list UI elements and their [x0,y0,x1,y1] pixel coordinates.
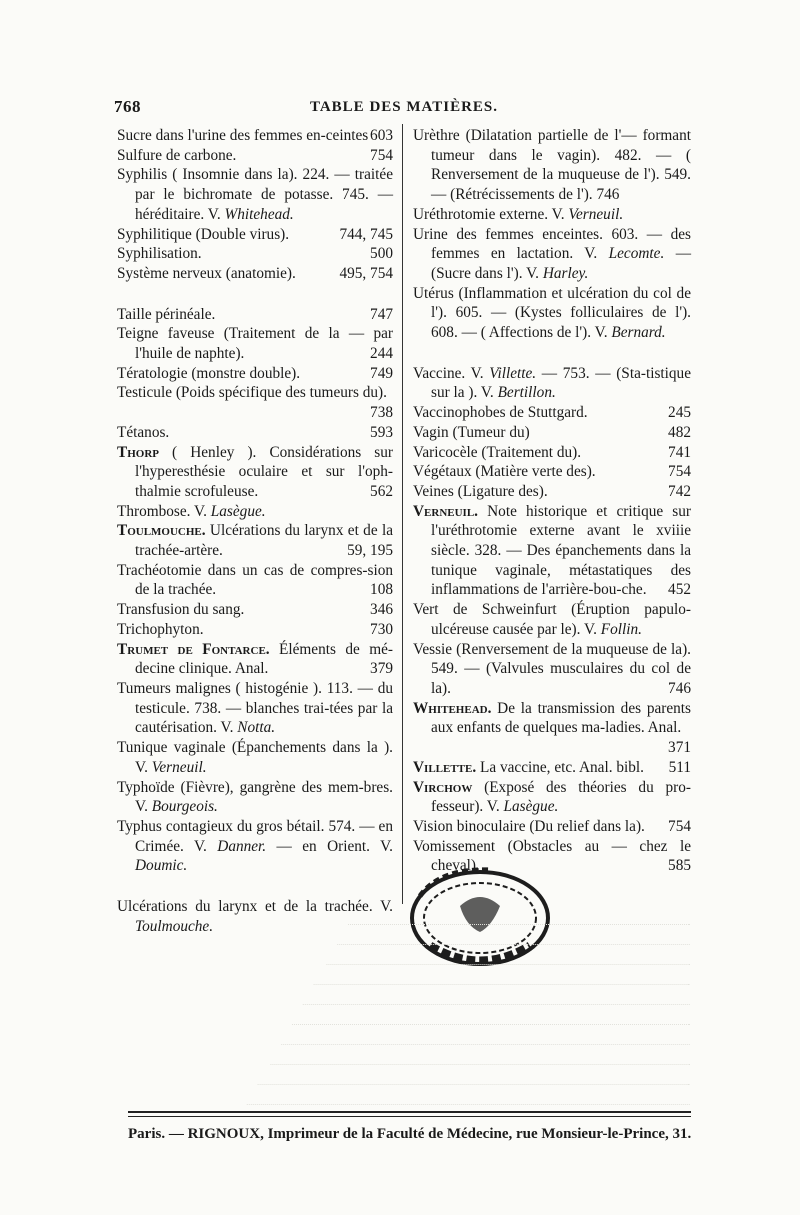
index-entry [413,423,691,443]
index-entry [413,482,691,502]
cross-reference: Lasègue. [503,798,559,816]
page-reference: 59, 195 [347,542,393,560]
entry-text: Typhoïde (Fièvre), gangrène des mem-bres. V. [117,778,393,816]
index-entry [117,146,393,166]
bleed-through-line [270,1045,690,1065]
entry-text: Éléments de mé-decine clinique. Anal. [135,640,393,678]
page-reference: 562 [370,482,393,500]
index-entry [413,817,691,837]
entry-text: Trichophyton. [117,620,204,638]
author-name: Thorp [117,443,159,461]
entry-text: Vagin (Tumeur du) [413,423,530,441]
index-entry [117,738,393,777]
cross-reference: Lecomte. [608,245,665,263]
page-reference: 741 [668,443,691,461]
index-entry [117,324,393,363]
section-gap [117,284,393,305]
index-entry [117,423,393,443]
entry-text: De la transmission des parents aux enfants de quelques ma-ladies. Anal. [431,699,691,737]
printer-imprint: Paris. — RIGNOUX, Imprimeur de la Faculté de Médecine, rue Monsieur-le-Prince, 31. [128,1126,692,1142]
cross-reference: Whitehead. [224,205,294,223]
index-entry [117,521,393,560]
entry-text: — 753. — (Sta-tistique sur la ). V. [431,364,691,402]
index-entry [117,778,393,817]
index-entry [117,620,393,640]
entry-text: Vert de Schweinfurt (Éruption papulo-ulcéreuse causée par le). V. [413,601,691,638]
entry-text: Vaccinophobes de Stuttgard. [413,404,588,422]
index-column-right [413,126,691,876]
footer-rule [128,1111,691,1113]
page-reference: 245 [668,404,691,422]
bleed-through-line [326,945,690,965]
index-entry [117,305,393,325]
entry-text: Utérus (Inflammation et ulcération du col de l'). 605. — (Kystes folliculaires de l'). 608. — ( Affections de l'). V. [413,284,691,342]
entry-text: — (Sucre dans l'). V. [431,245,691,282]
entry-text: Taille périnéale. [117,305,216,323]
index-entry [117,244,393,264]
column-divider [402,124,403,904]
author-name: Whitehead. [413,699,492,717]
cross-reference: Bertillon. [497,384,556,402]
index-entry [117,443,393,502]
entry-text: Sulfure de carbone. [117,146,237,164]
page-reference: 746 [668,679,691,697]
entry-text: Thrombose. V. [117,502,211,520]
bleed-through-line [314,965,690,985]
entry-text: Note historique et critique sur l'uréthrotomie externe avant le xviiie siècle. 328. — Des épanchements dans la tunique vaginale, métastatiques des inflammations de l'arrière-bou-che. [431,502,691,599]
index-entry [413,462,691,482]
entry-text: Varicocèle (Traitement du). [413,443,582,461]
entry-text: Tunique vaginale (Épanchements dans la ). V. [117,739,393,776]
bleed-through-line [348,905,690,925]
entry-text: Ulcérations du larynx et de la trachée. V. [117,898,393,916]
entry-text: Urine des femmes enceintes. 603. — des femmes en lactation. V. [413,225,691,263]
page-reference: 585 [668,857,691,875]
entry-text: Urèthre (Dilatation partielle de l'— formant tumeur dans le vagin). 482. — ( Renversement de la muqueuse de l'). 549. — (Rétrécissements de l'). 746 [413,127,691,204]
page-reference: 742 [668,482,691,500]
entry-text: Testicule (Poids spécifique des tumeurs du). [117,384,387,402]
entry-text: (Exposé des théories du pro-fesseur). V. [431,778,691,816]
page-reference: 371 [668,739,691,757]
cross-reference: Bourgeois. [151,798,218,816]
page-reference: 500 [370,245,393,263]
index-entry [117,817,393,876]
section-gap [117,876,393,897]
entry-text: Syphilis ( Insomnie dans la). 224. — traitée par le bichromate de potasse. 745. — héréditaire. V. [117,166,393,223]
index-entry [117,126,393,146]
page-header [114,97,694,121]
page-reference: 603 [370,127,393,144]
index-entry [413,443,691,463]
page-reference: 754 [668,463,691,481]
page-reference: 754 [668,817,691,835]
index-entry [117,640,393,679]
author-name: Villette. [413,758,477,776]
entry-text: La vaccine, etc. Anal. bibl. [476,758,644,776]
entry-text: Végétaux (Matière verte des). [413,463,596,481]
index-entry [413,205,691,225]
index-entry [117,383,393,422]
page-reference: 379 [370,660,393,678]
entry-text: Tétanos. [117,423,170,441]
entry-text: ( Henley ). Considérations sur l'hyperesthésie oculaire et sur l'oph-thalmie scrofuleuse. [135,443,393,500]
bleed-through-line [258,1065,690,1085]
bleed-through-line [281,1025,690,1045]
index-entry [117,165,393,224]
page-reference: 495, 754 [339,264,393,282]
index-entry [117,679,393,738]
footer-rule-thin [128,1116,691,1117]
entry-text: Veines (Ligature des). [413,482,548,500]
section-gap [413,343,691,364]
entry-text: Syphilisation. [117,245,202,263]
page-reference: 452 [668,581,691,599]
index-entry [117,502,393,522]
author-name: Verneuil. [413,502,478,520]
index-entry [117,225,393,245]
cross-reference: Doumic. [135,857,188,875]
page-reference: 511 [668,758,691,776]
entry-text: Tératologie (monstre double). [117,364,301,382]
cross-reference: Harley. [542,264,589,282]
index-entry [413,699,691,758]
page-reference: 244 [370,345,393,363]
index-entry [117,600,393,620]
entry-text: Typhus contagieux du gros bétail. 574. — en Crimée. V. [117,817,393,855]
author-name: Toulmouche. [117,522,206,540]
index-entry [413,640,691,699]
entry-text: Syphilitique (Double virus). [117,225,290,243]
author-name: Virchow [413,778,473,796]
index-entry [413,284,691,343]
index-entry [413,600,691,639]
index-entry [413,364,691,403]
cross-reference: Toulmouche. [135,917,214,935]
page-reference: 749 [370,364,393,382]
entry-text: Vision binoculaire (Du relief dans la). [413,817,645,835]
entry-text: Vessie (Renversement de la muqueuse de la). 549. — (Valvules musculaires du col de la). [413,640,691,697]
entry-text: Système nerveux (anatomie). [117,264,296,282]
entry-text: — en Orient. V. [266,837,393,855]
page-reference: 346 [370,601,393,619]
page-reference: 730 [370,620,393,638]
entry-text: Tumeurs malignes ( histogénie ). 113. — du testicule. 738. — blanches trai-tées par la cautérisation. V. [117,679,393,737]
page-reference: 754 [370,146,393,164]
index-entry [117,264,393,284]
page-reference: 738 [370,404,393,422]
index-entry [117,364,393,384]
page-reference: 744, 745 [339,225,393,243]
cross-reference: Notta. [237,719,276,737]
cross-reference: Verneuil. [151,758,207,776]
index-entry [413,126,691,205]
running-title: TABLE DES MATIÈRES. [309,99,499,115]
index-column-left [117,126,393,936]
cross-reference: Lasègue. [210,502,266,520]
entry-text: Teigne faveuse (Traitement de la — par l'huile de naphte). [117,325,393,363]
page-reference: 108 [370,581,393,599]
cross-reference: Follin. [600,620,642,638]
entry-text: Sucre dans l'urine des femmes en-ceintes [117,127,369,144]
cross-reference: Verneuil. [568,205,624,223]
bleed-through-line [337,925,690,945]
index-entry [413,403,691,423]
page-reference: 593 [370,423,393,441]
entry-text: Trachéotomie dans un cas de compres-sion de la trachée. [117,561,393,599]
bleed-through-line [292,1005,690,1025]
bleed-through-line [303,985,690,1005]
entry-text: Transfusion du sang. [117,601,245,619]
bleed-through-text [130,905,690,1110]
cross-reference: Villette. [489,364,537,382]
page-reference: 747 [370,305,393,323]
cross-reference: Bernard. [611,324,666,342]
entry-text: Ulcérations du larynx et de la trachée-artère. [135,522,393,560]
bleed-through-line [247,1085,690,1105]
page-number: 768 [114,97,141,116]
entry-text: Vaccine. V. [413,364,490,382]
index-entry [413,778,691,817]
entry-text: Uréthrotomie externe. V. [413,205,569,223]
page-reference: 482 [668,423,691,441]
index-entry [413,225,691,284]
index-entry [117,561,393,600]
author-name: Trumet de Fontarce. [117,640,270,658]
entry-text: Vomissement (Obstacles au — chez le cheval). [413,837,691,875]
index-entry [413,502,691,601]
index-entry [413,758,691,778]
cross-reference: Danner. [217,837,267,855]
